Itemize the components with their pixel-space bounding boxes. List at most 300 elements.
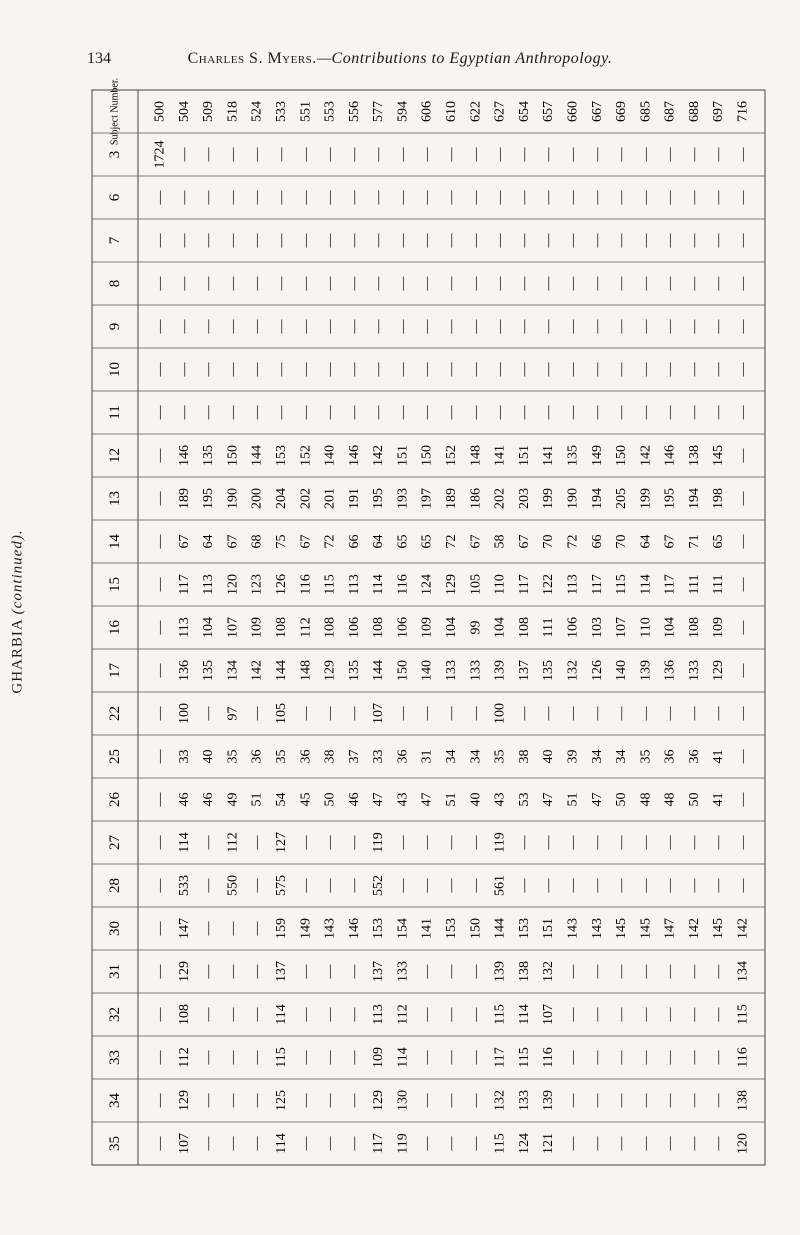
table-cell: 64: [201, 534, 217, 549]
table-cell: 110: [492, 574, 508, 595]
table-cell: 36: [395, 749, 411, 764]
table-cell: 203: [516, 488, 532, 509]
table-cell: —: [686, 1007, 702, 1022]
table-cell: —: [371, 147, 387, 162]
table-cell: —: [686, 405, 702, 420]
table-cell: —: [444, 706, 459, 721]
table-cell: —: [346, 1007, 362, 1022]
table-cell: 716: [735, 101, 751, 122]
table-cell: 199: [638, 488, 654, 509]
table-cell: —: [735, 147, 751, 162]
table-cell: 135: [541, 660, 557, 681]
table-cell: —: [444, 319, 459, 334]
table-cell: 125: [273, 1090, 289, 1111]
table-cell: 195: [662, 488, 678, 509]
table-cell: —: [541, 835, 557, 850]
table-cell: —: [249, 706, 265, 721]
table-cell: —: [395, 233, 411, 248]
table-cell: 129: [176, 961, 192, 982]
table-cell: 115: [735, 1004, 751, 1025]
table-cell: —: [565, 1093, 581, 1108]
table-cell: 146: [662, 445, 678, 466]
table-cell: —: [371, 362, 387, 377]
table-cell: —: [444, 1007, 459, 1022]
table-cell: 112: [176, 1047, 192, 1068]
table-cell: —: [298, 147, 314, 162]
table-cell: —: [662, 233, 678, 248]
table-cell: 72: [565, 534, 581, 549]
table-cell: —: [371, 190, 387, 205]
table-cell: 107: [541, 1004, 557, 1025]
table-cell: —: [638, 1093, 654, 1108]
table-cell: —: [419, 1007, 435, 1022]
table-cell: —: [298, 190, 314, 205]
table-cell: 41: [711, 749, 727, 764]
table-cell: 147: [176, 918, 192, 939]
table-cell: —: [346, 190, 362, 205]
table-cell: 35: [225, 749, 241, 764]
table-cell: —: [395, 878, 411, 893]
table-cell: 152: [298, 445, 314, 466]
table-cell: —: [492, 405, 508, 420]
table-cell: 627: [492, 101, 508, 123]
table-cell: —: [201, 964, 217, 979]
table-cell: 33: [176, 749, 192, 764]
table-cell: —: [638, 706, 654, 721]
table-cell: 67: [225, 534, 241, 549]
table-cell: —: [638, 147, 654, 162]
table-cell: —: [322, 362, 338, 377]
table-cell: —: [225, 233, 241, 248]
table-caption-continued: (continued).: [9, 529, 26, 615]
table-cell: —: [614, 276, 630, 291]
table-cell: —: [614, 190, 630, 205]
table-cell: 120: [735, 1133, 751, 1154]
table-cell: 139: [541, 1090, 557, 1111]
table-cell: 126: [273, 574, 289, 595]
table-cell: 195: [201, 488, 217, 509]
table-cell: —: [516, 233, 532, 248]
column-header: 26: [107, 792, 123, 807]
table-cell: —: [322, 233, 338, 248]
table-cell: 189: [176, 488, 192, 509]
table-cell: 575: [273, 875, 289, 896]
author-name: Charles S. Myers.: [187, 50, 317, 67]
table-cell: —: [152, 233, 168, 248]
table-cell: —: [395, 362, 411, 377]
table-cell: 143: [565, 918, 581, 939]
table-cell: 51: [444, 792, 459, 807]
table-cell: —: [468, 319, 484, 334]
table-cell: —: [419, 878, 435, 893]
table-cell: —: [152, 491, 168, 506]
table-cell: —: [662, 964, 678, 979]
table-cell: 610: [444, 101, 459, 122]
table-cell: —: [468, 233, 484, 248]
table-cell: —: [468, 276, 484, 291]
table-cell: 115: [273, 1047, 289, 1068]
table-cell: 107: [614, 617, 630, 638]
table-cell: 107: [176, 1133, 192, 1154]
table-cell: 657: [541, 101, 557, 122]
table-cell: —: [686, 190, 702, 205]
table-cell: —: [662, 362, 678, 377]
table-cell: —: [711, 1007, 727, 1022]
table-cell: —: [541, 706, 557, 721]
table-cell: 31: [419, 749, 435, 764]
table-cell: —: [686, 1050, 702, 1065]
table-cell: —: [298, 233, 314, 248]
table-cell: 67: [468, 534, 484, 549]
table-cell: —: [662, 405, 678, 420]
table-cell: —: [589, 276, 605, 291]
table-cell: 47: [541, 792, 557, 807]
table-cell: 109: [419, 617, 435, 638]
table-cell: 199: [541, 488, 557, 509]
table-cell: 136: [662, 660, 678, 681]
table-cell: —: [444, 1136, 459, 1151]
table-cell: —: [638, 362, 654, 377]
table-cell: 197: [419, 488, 435, 509]
table-cell: —: [662, 878, 678, 893]
table-cell: 577: [371, 101, 387, 122]
table-cell: —: [395, 190, 411, 205]
table-cell: —: [735, 620, 751, 635]
table-cell: —: [273, 362, 289, 377]
article-title: —Contributions to Egyptian Anthropology.: [316, 50, 613, 67]
table-cell: —: [711, 405, 727, 420]
table-cell: —: [152, 190, 168, 205]
table-cell: 135: [346, 660, 362, 681]
table-cell: 606: [419, 101, 435, 122]
table-cell: 533: [176, 875, 192, 896]
table-cell: —: [565, 405, 581, 420]
table-cell: —: [298, 964, 314, 979]
table-cell: —: [541, 319, 557, 334]
table-cell: —: [492, 276, 508, 291]
table-cell: —: [419, 233, 435, 248]
table-cell: 117: [176, 574, 192, 595]
table-cell: 200: [249, 488, 265, 509]
table-cell: 34: [468, 749, 484, 764]
table-cell: —: [371, 405, 387, 420]
table-cell: —: [419, 362, 435, 377]
table-cell: —: [444, 362, 459, 377]
table-cell: —: [614, 835, 630, 850]
table-cell: 114: [176, 832, 192, 853]
table-cell: 148: [468, 445, 484, 466]
table-cell: —: [249, 362, 265, 377]
table-cell: —: [541, 233, 557, 248]
table-cell: —: [152, 577, 168, 592]
table-cell: 150: [614, 445, 630, 466]
table-cell: —: [468, 706, 484, 721]
table-cell: 105: [468, 574, 484, 595]
table-cell: 687: [662, 101, 678, 122]
table-cell: —: [614, 706, 630, 721]
table-cell: 66: [589, 534, 605, 549]
table-cell: 142: [249, 660, 265, 681]
table-cell: —: [249, 276, 265, 291]
table-cell: 151: [395, 445, 411, 466]
table-cell: —: [322, 706, 338, 721]
column-header: 14: [107, 534, 123, 549]
table-cell: 114: [371, 574, 387, 595]
table-cell: —: [516, 276, 532, 291]
table-cell: —: [395, 706, 411, 721]
table-cell: —: [249, 1050, 265, 1065]
table-cell: —: [152, 362, 168, 377]
table-cell: 104: [201, 617, 217, 638]
table-cell: 117: [492, 1047, 508, 1068]
table-cell: 66: [346, 534, 362, 549]
table-cell: —: [152, 878, 168, 893]
table-cell: 139: [492, 660, 508, 681]
table-cell: 143: [322, 918, 338, 939]
table-cell: 48: [638, 792, 654, 807]
table-cell: —: [565, 362, 581, 377]
table-cell: —: [662, 1050, 678, 1065]
table-cell: —: [711, 964, 727, 979]
table-cell: —: [516, 706, 532, 721]
table-cell: 144: [371, 660, 387, 681]
table-cell: —: [346, 233, 362, 248]
table-cell: —: [589, 319, 605, 334]
table-cell: 154: [395, 918, 411, 939]
table-cell: —: [225, 1093, 241, 1108]
table-cell: 113: [565, 574, 581, 595]
table-cell: —: [444, 276, 459, 291]
column-header: 17: [107, 663, 123, 678]
table-cell: —: [468, 1136, 484, 1151]
table-cell: —: [686, 706, 702, 721]
table-cell: —: [225, 319, 241, 334]
table-cell: —: [711, 276, 727, 291]
table-cell: —: [444, 1050, 459, 1065]
table-cell: —: [322, 1050, 338, 1065]
table-cell: —: [686, 1093, 702, 1108]
table-cell: —: [225, 276, 241, 291]
table-cell: —: [686, 319, 702, 334]
table-cell: —: [346, 276, 362, 291]
table-cell: 114: [273, 1004, 289, 1025]
table-cell: 132: [565, 660, 581, 681]
table-cell: —: [419, 1136, 435, 1151]
table-cell: 65: [395, 534, 411, 549]
table-cell: —: [638, 964, 654, 979]
table-cell: 117: [516, 574, 532, 595]
table-cell: —: [589, 190, 605, 205]
table-cell: 50: [686, 792, 702, 807]
table-cell: —: [638, 319, 654, 334]
table-cell: —: [346, 405, 362, 420]
column-header: 33: [107, 1050, 123, 1065]
table-cell: —: [492, 319, 508, 334]
table-cell: —: [589, 1136, 605, 1151]
table-cell: 38: [516, 749, 532, 764]
table-cell: 34: [589, 749, 605, 764]
table-cell: 127: [273, 832, 289, 853]
table-cell: —: [176, 405, 192, 420]
table-cell: —: [152, 1050, 168, 1065]
table-cell: —: [468, 405, 484, 420]
table-cell: —: [565, 276, 581, 291]
table-cell: 97: [225, 706, 241, 721]
table-cell: 1724: [152, 140, 168, 169]
table-cell: —: [614, 405, 630, 420]
table-cell: —: [201, 1050, 217, 1065]
table-cell: —: [346, 964, 362, 979]
table-cell: 148: [298, 660, 314, 681]
column-header: 27: [107, 835, 123, 850]
table-cell: —: [225, 362, 241, 377]
table-cell: 138: [516, 961, 532, 982]
table-cell: —: [735, 878, 751, 893]
table-cell: —: [468, 878, 484, 893]
column-header: 7: [107, 236, 123, 245]
table-cell: 110: [638, 617, 654, 638]
table-cell: 553: [322, 101, 338, 122]
column-header: 12: [107, 448, 123, 463]
table-cell: 34: [614, 749, 630, 764]
table-cell: 114: [516, 1004, 532, 1025]
table-cell: —: [371, 233, 387, 248]
table-cell: 191: [346, 488, 362, 509]
table-cell: 129: [322, 660, 338, 681]
table-cell: —: [225, 1007, 241, 1022]
table-cell: —: [298, 319, 314, 334]
table-cell: —: [152, 319, 168, 334]
table-cell: —: [346, 147, 362, 162]
table-cell: 533: [273, 101, 289, 122]
table-cell: —: [444, 1093, 459, 1108]
table-cell: 106: [395, 617, 411, 638]
table-cell: —: [225, 964, 241, 979]
table-cell: 116: [735, 1047, 751, 1068]
column-header: 6: [107, 193, 123, 202]
table-cell: —: [395, 319, 411, 334]
table-cell: 139: [492, 961, 508, 982]
table-cell: 67: [516, 534, 532, 549]
table-cell: —: [152, 448, 168, 463]
table-cell: 129: [371, 1090, 387, 1111]
table-cell: —: [492, 362, 508, 377]
table-cell: 64: [638, 534, 654, 549]
table-cell: —: [614, 233, 630, 248]
table-cell: —: [516, 878, 532, 893]
table-cell: —: [201, 276, 217, 291]
table-cell: —: [249, 1136, 265, 1151]
table-cell: 198: [711, 488, 727, 509]
table-cell: —: [468, 835, 484, 850]
table-cell: —: [201, 1007, 217, 1022]
table-cell: 108: [273, 617, 289, 638]
table-cell: —: [735, 835, 751, 850]
table-cell: 153: [444, 918, 459, 939]
table-cell: 100: [492, 703, 508, 724]
table-cell: 134: [225, 660, 241, 681]
table-cell: 524: [249, 101, 265, 122]
column-header: 11: [107, 405, 123, 420]
table-cell: 46: [201, 792, 217, 807]
table-cell: 106: [565, 617, 581, 638]
table-cell: 129: [176, 1090, 192, 1111]
table-cell: —: [468, 190, 484, 205]
column-header: 8: [107, 279, 123, 288]
table-cell: —: [201, 706, 217, 721]
table-cell: —: [322, 405, 338, 420]
table-cell: —: [492, 233, 508, 248]
table-cell: 195: [371, 488, 387, 509]
table-cell: 140: [322, 445, 338, 466]
table-cell: —: [249, 405, 265, 420]
table-cell: 146: [176, 445, 192, 466]
table-cell: 113: [176, 617, 192, 638]
table-cell: —: [152, 792, 168, 807]
table-cell: 64: [371, 534, 387, 549]
table-cell: 107: [371, 703, 387, 724]
table-cell: —: [176, 276, 192, 291]
table-cell: 142: [371, 445, 387, 466]
table-cell: —: [249, 1093, 265, 1108]
table-cell: —: [346, 1136, 362, 1151]
table-cell: 123: [249, 574, 265, 595]
table-cell: 149: [589, 445, 605, 466]
table-cell: —: [516, 362, 532, 377]
table-cell: 114: [395, 1047, 411, 1068]
table-cell: 133: [468, 660, 484, 681]
table-cell: 561: [492, 875, 508, 896]
table-cell: —: [225, 1050, 241, 1065]
table-cell: 135: [201, 445, 217, 466]
table-cell: 145: [711, 445, 727, 466]
table-cell: —: [589, 147, 605, 162]
table-cell: 138: [735, 1090, 751, 1111]
table-cell: —: [468, 147, 484, 162]
table-cell: 50: [614, 792, 630, 807]
table-cell: —: [273, 276, 289, 291]
table-cell: —: [346, 1050, 362, 1065]
table-cell: —: [614, 964, 630, 979]
table-cell: —: [589, 405, 605, 420]
table-cell: —: [249, 1007, 265, 1022]
column-header: Subject Number.: [109, 77, 121, 146]
table-cell: 150: [419, 445, 435, 466]
page-number: 134: [87, 50, 111, 67]
table-cell: —: [468, 964, 484, 979]
table-cell: 35: [638, 749, 654, 764]
table-cell: —: [516, 147, 532, 162]
table-cell: —: [541, 878, 557, 893]
table-cell: —: [249, 190, 265, 205]
table-cell: —: [735, 405, 751, 420]
table-cell: —: [735, 706, 751, 721]
table-cell: 556: [346, 101, 362, 122]
table-cell: —: [565, 233, 581, 248]
table-cell: 190: [565, 488, 581, 509]
table-cell: 186: [468, 488, 484, 509]
table-cell: 34: [444, 749, 459, 764]
table-cell: 114: [638, 574, 654, 595]
table-cell: 116: [395, 574, 411, 595]
table-cell: 146: [346, 918, 362, 939]
table-cell: 129: [444, 574, 459, 595]
table-cell: —: [419, 1093, 435, 1108]
table-cell: —: [686, 878, 702, 893]
table-cell: 122: [541, 574, 557, 595]
table-cell: 552: [371, 875, 387, 896]
table-cell: 119: [395, 1133, 411, 1154]
